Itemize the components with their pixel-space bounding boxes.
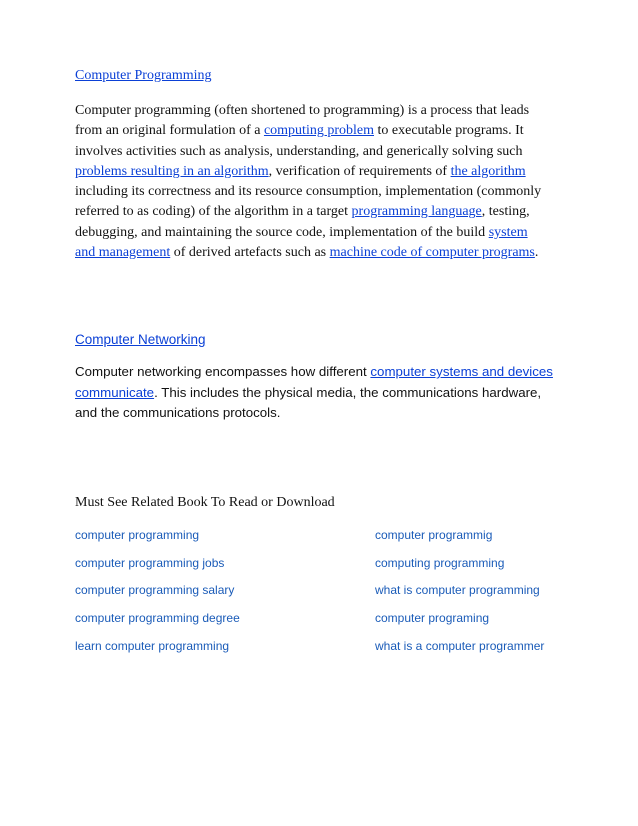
related-link[interactable]: computer programming jobs [75,555,225,570]
related-link[interactable]: computer programming salary [75,583,235,598]
text-line [75,182,570,202]
inline-link[interactable]: system [488,224,528,240]
text-line [75,362,570,383]
section-title-computer-programming[interactable]: Computer Programming [75,68,212,83]
related-books-heading: Must See Related Book To Read or Download [75,495,335,510]
text-span: . [534,245,539,261]
text-line [75,223,570,243]
inline-link[interactable]: the algorithm [450,163,526,179]
related-link[interactable]: learn computer programming [75,638,230,653]
text-span: including its correctness and its resource consumption, implementation (commonly [75,184,542,200]
text-span: to executable programs. It [374,123,524,139]
text-line [75,162,570,182]
text-span: Computer networking encompasses how different [75,364,371,379]
related-link[interactable]: computer programming [75,528,200,542]
related-link[interactable]: what is a computer programmer [375,638,545,653]
text-span: debugging, and maintaining the source code, implementation of the build [75,224,489,240]
section-title-computer-networking[interactable]: Computer Networking [75,332,206,347]
text-span: of derived artefacts such as [170,245,330,261]
text-span: Computer programming (often shortened to programming) is a process that leads [75,103,530,118]
related-link[interactable]: computer programmig [375,528,493,542]
inline-link[interactable]: programming language [351,204,482,220]
text-line [75,403,570,424]
inline-link[interactable]: computing problem [263,123,374,139]
text-line [75,383,570,404]
related-link[interactable]: computing programming [375,555,505,570]
text-line [75,243,570,263]
related-link[interactable]: computer programming degree [75,611,240,626]
text-span: and the communications protocols. [75,405,281,420]
text-span: from an original formulation of a [75,123,264,139]
text-span: . This includes the physical media, the communications hardware, [154,384,542,400]
inline-link[interactable]: communicate [75,384,155,400]
section-body-computer-networking [75,362,570,424]
related-link[interactable]: computer programing [375,611,490,626]
section-body-computer-programming [75,101,570,263]
text-span: involves activities such as analysis, understanding, and generically solving such [75,143,523,159]
text-span: , verification of requirements of [268,163,451,179]
related-links-left-column [75,522,240,661]
text-span: , testing, [481,204,530,220]
related-link[interactable]: what is computer programming [375,583,540,598]
inline-link[interactable]: problems resulting in an algorithm [75,163,269,179]
text-line [75,121,570,141]
text-line [75,202,570,222]
text-line [75,142,570,162]
related-links-right-column [375,522,544,661]
inline-link[interactable]: and management [75,245,171,261]
inline-link[interactable]: machine code of computer programs [329,245,535,261]
text-line [75,101,570,121]
inline-link[interactable]: computer systems and devices [370,364,553,379]
text-span: referred to as coding) of the algorithm in a target [75,204,352,220]
